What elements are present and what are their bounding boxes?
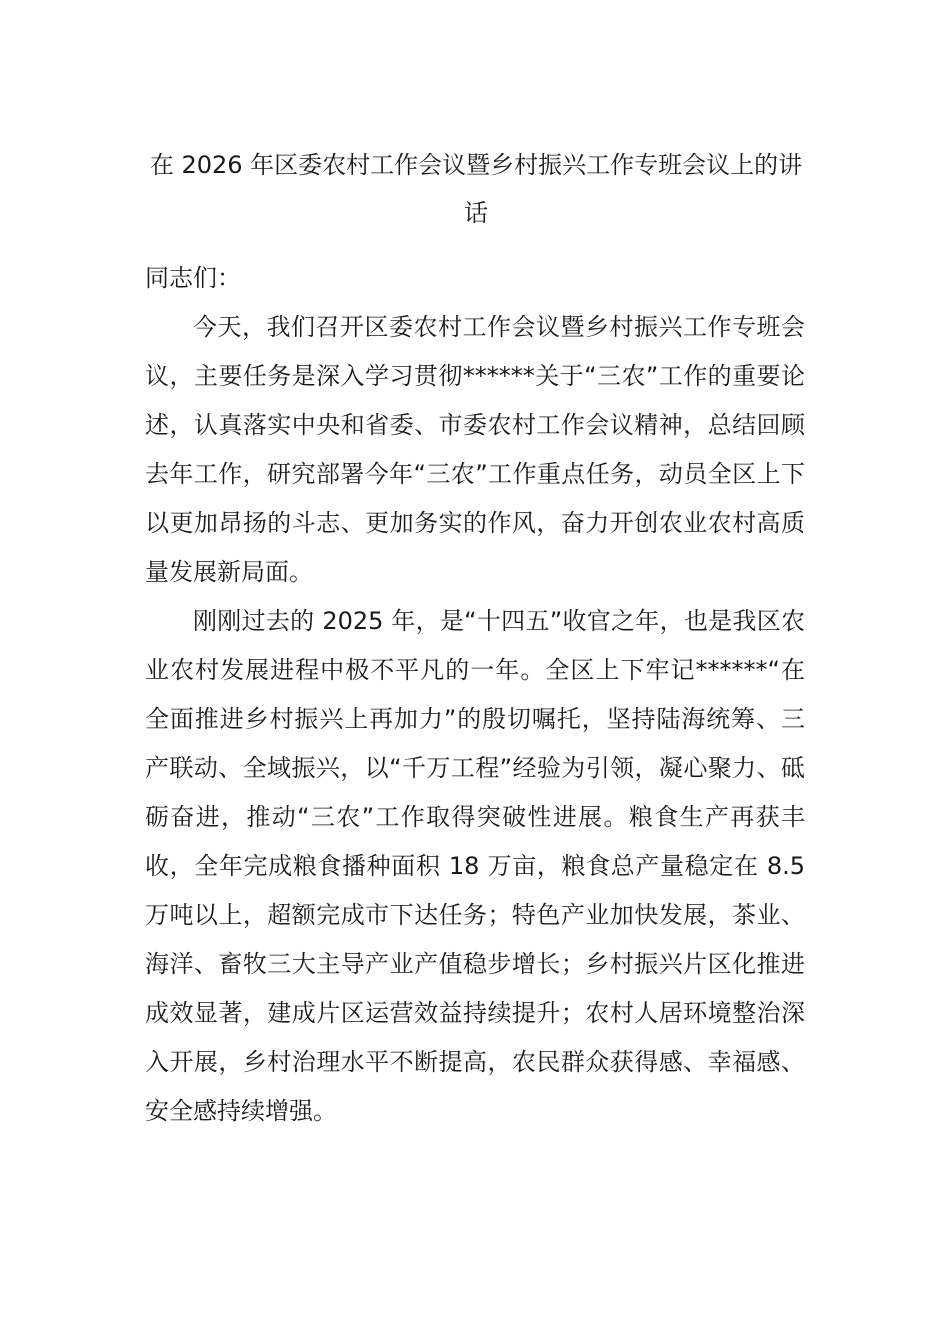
speech-body [145,254,805,1136]
paragraph: 今天，我们召开区委农村工作会议暨乡村振兴工作专班会议，主要任务是深入学习贯彻******关于“三农”工作的重要论述，认真落实中央和省委、市委农村工作会议精神，总结回顾去年工作，研究部署今年“三农”工作重点任务，动员全区上下以更加昂扬的斗志、更加务实的作风，奋力开创农业农村高质量发展新局面。 [145,313,805,586]
greeting: 同志们： [145,264,241,292]
paragraph: 刚刚过去的 2025 年，是“十四五”收官之年，也是我区农业农村发展进程中极不平凡的一年。全区上下牢记******“在全面推进乡村振兴上再加力”的殷切嘱托，坚持陆海统筹、三产联动、全域振兴，以“千万工程”经验为引领，凝心聚力、砥砺奋进，推动“三农”工作取得突破性进展。粮食生产再获丰收，全年完成粮食播种面积 18 万亩，粮食总产量稳定在 8.5 万吨以上，超额完成市下达任务；特色产业加快发展，茶业、海洋、畜牧三大主导产业产值稳步增长；乡村振兴片区化推进成效显著，建成片区运营效益持续提升；农村人居环境整治深入开展，乡村治理水平不断提高，农民群众获得感、幸福感、安全感持续增强。 [145,607,805,1125]
page-title: 在 2026 年区委农村工作会议暨乡村振兴工作专班会议上的讲话 [149,151,803,227]
